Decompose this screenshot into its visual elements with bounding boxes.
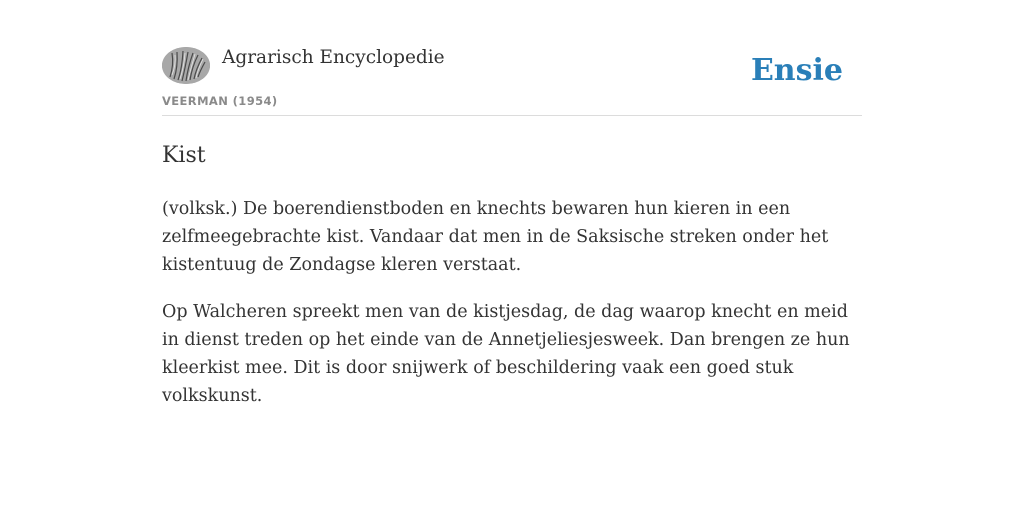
source-header	[162, 46, 862, 116]
source-name[interactable]: Agrarisch Encyclopedie	[222, 47, 445, 68]
edition-label: VEERMAN (1954)	[162, 94, 278, 108]
brand-logo-link[interactable]: Ensie	[750, 53, 843, 88]
article-paragraph: Op Walcheren spreekt men van de kistjesdag, de dag waarop knecht en meid in dienst treden op het einde van de Annetjeliesjesweek. Dan brengen ze hun kleerkist mee. Dit is door snijwerk of beschildering vaak een goed stuk volkskunst.	[162, 302, 850, 406]
wheat-engraving-icon[interactable]	[162, 47, 210, 84]
article-paragraph: (volksk.) De boerendienstboden en knechts bewaren hun kieren in een zelfmeegebrachte kist. Vandaar dat men in de Saksische streken onder het kistentuug de Zondagse kleren verstaat.	[162, 199, 829, 275]
page	[162, 0, 862, 410]
article-title: Kist	[162, 143, 206, 168]
